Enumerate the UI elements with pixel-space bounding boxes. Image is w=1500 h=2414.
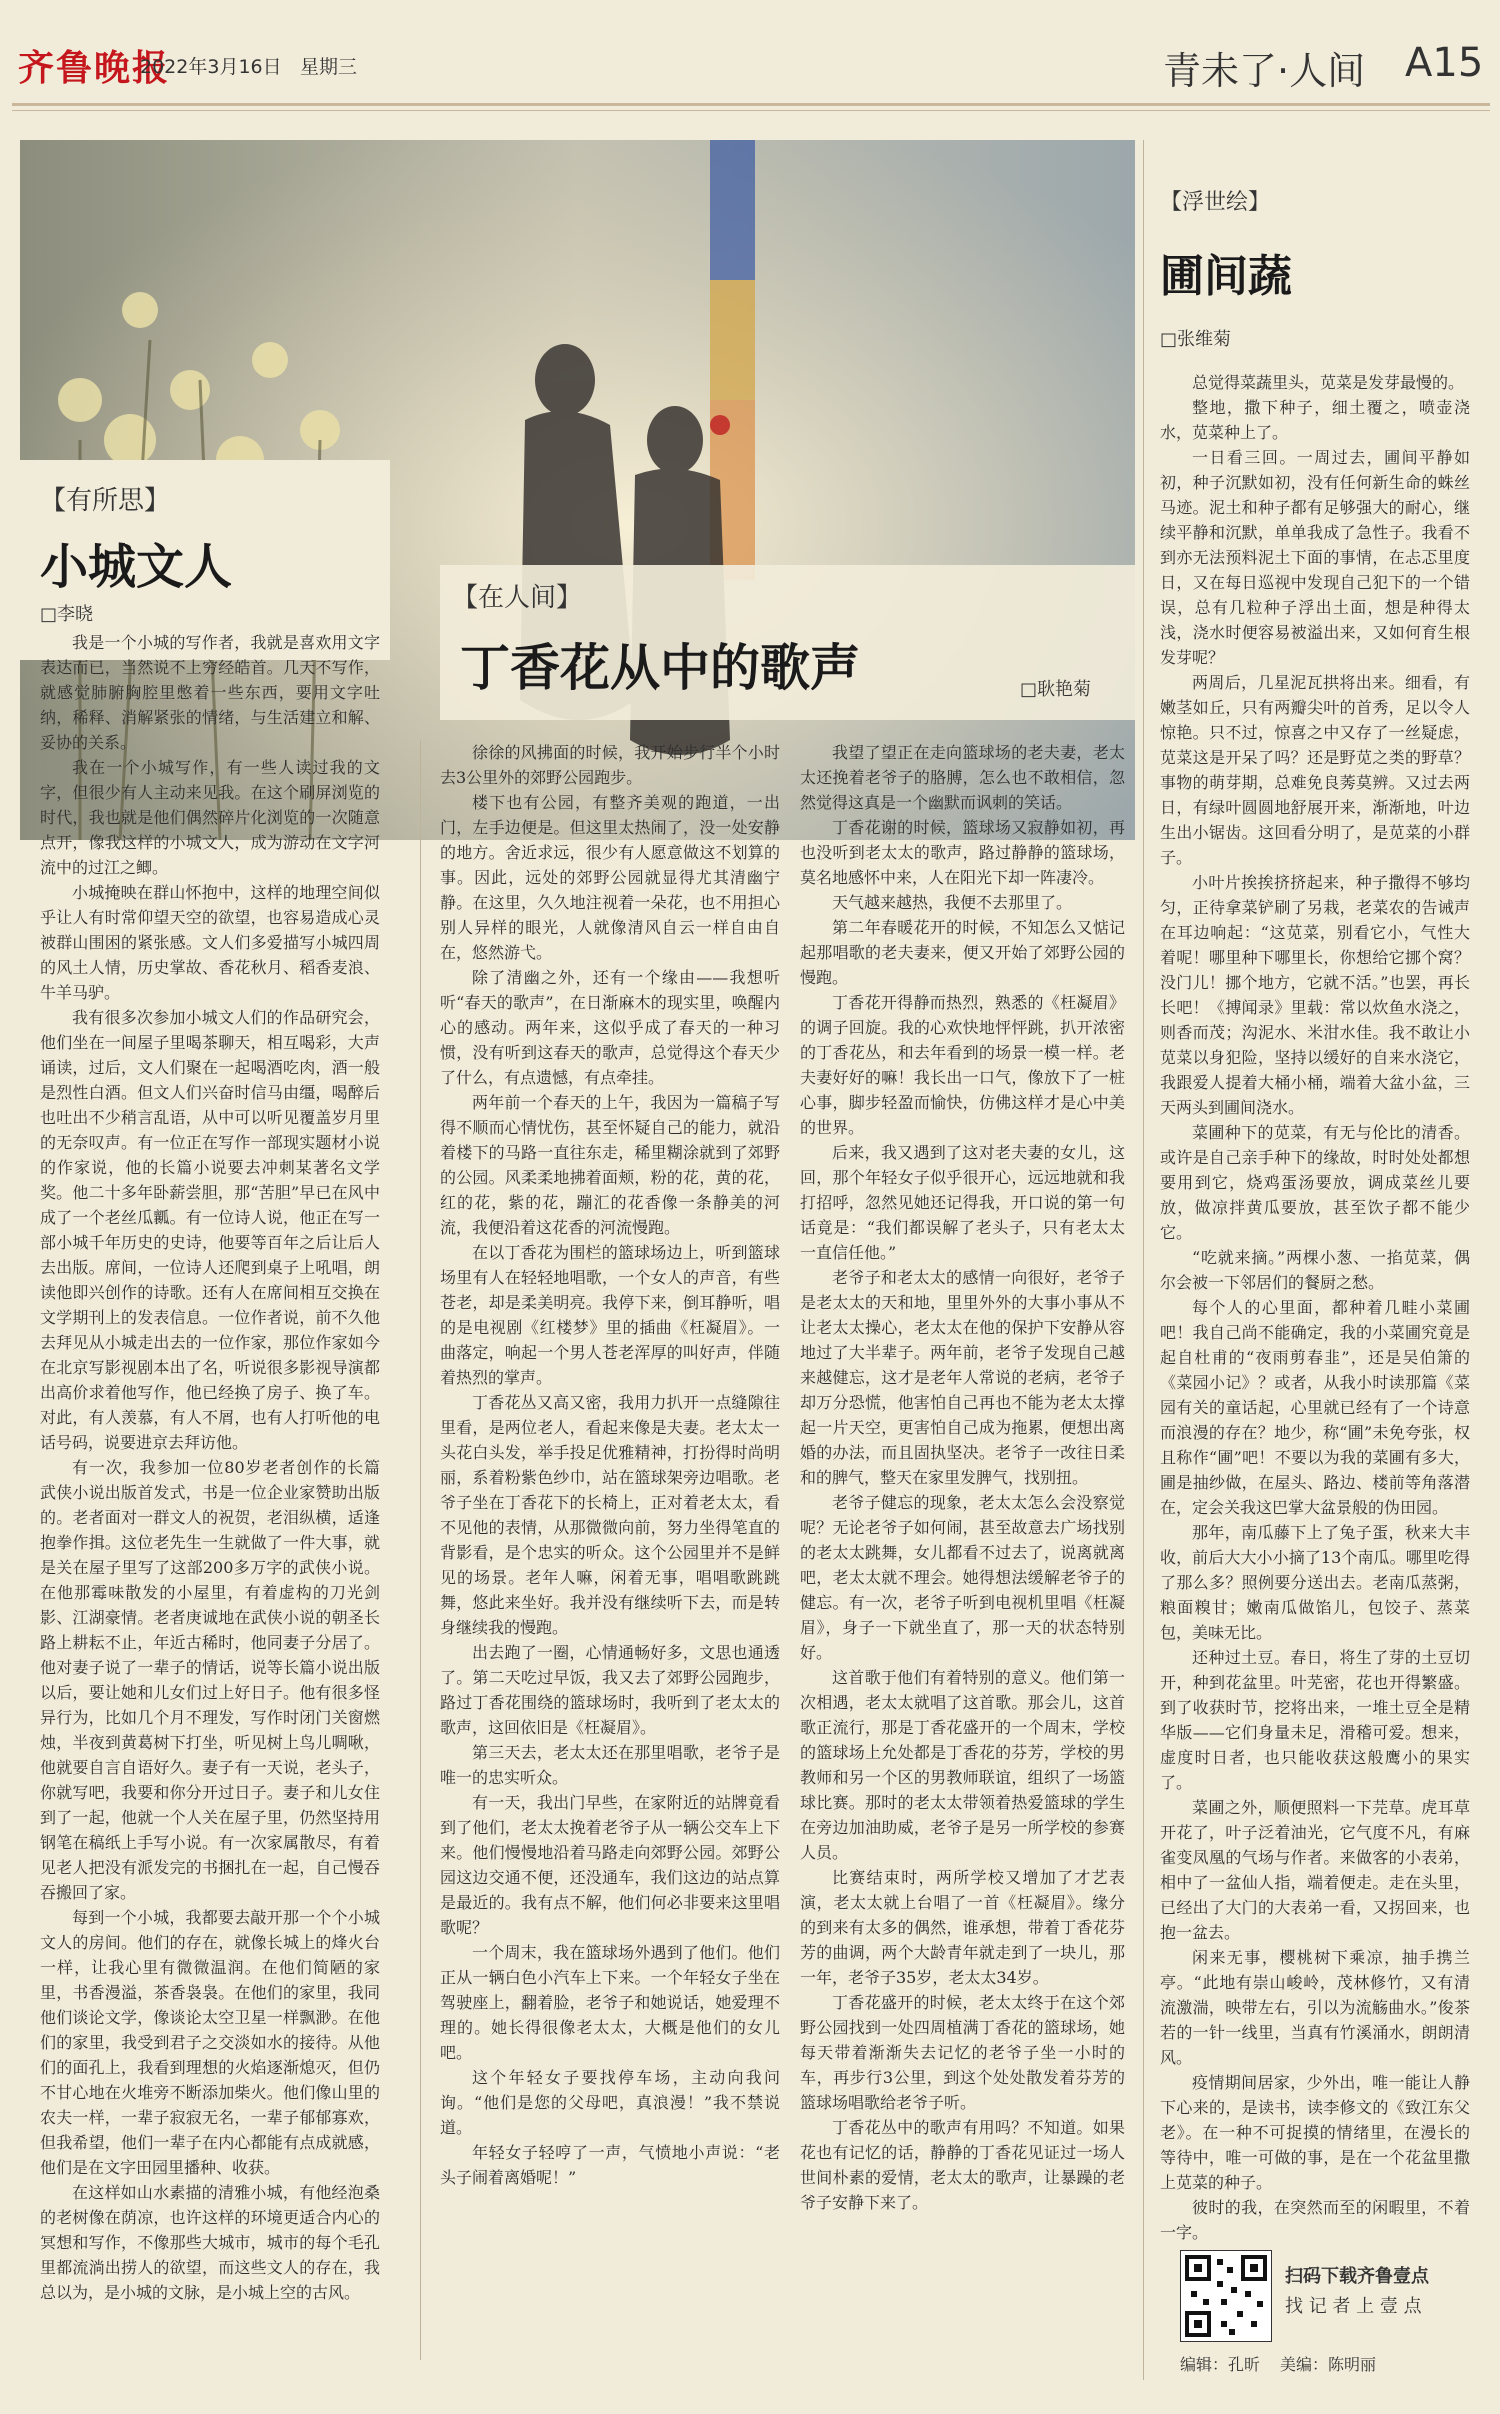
article2-paragraph: 丁香花盛开的时候，老太太终于在这个郊野公园找到一处四周植满丁香花的篮球场，她每天带着渐渐失去记忆的老爷子坐一小时的车，再步行3公里，到这个处处散发着芬芳的篮球场唱歌给老爷子听。	[800, 1993, 1125, 2112]
article2-paragraph: 徐徐的风拂面的时候，我开始步行半个小时去3公里外的郊野公园跑步。	[440, 743, 780, 787]
article3-paragraph: 小叶片挨挨挤挤起来，种子撒得不够均匀，正待拿菜铲刷了另栽，老菜农的告诫声在耳边响起：“这苋菜，别看它小，气性大着呢！哪里种下哪里长，你想给它挪个窝？没门儿！挪个地方，它就不活。”也罢，再长长吧！《搏闻录》里载：常以炊鱼水浇之，则香而茂；沟泥水、米泔水佳。我不敢让小苋菜以身犯险，坚持以缓好的自来水浇它，我跟爱人提着大桶小桶，端着大盆小盆，三天两头到圃间浇水。	[1160, 873, 1470, 1117]
article2-paragraph: 除了清幽之外，还有一个缘由——我想听听“春天的歌声”，在日渐麻木的现实里，唤醒内心的感动。两年来，这似乎成了春天的一种习惯，没有听到这春天的歌声，总觉得这个春天少了什么，有点遗憾，有点牵挂。	[440, 968, 780, 1087]
article3-paragraph: 那年，南瓜藤下上了兔子蛋，秋来大丰收，前后大大小小摘了13个南瓜。哪里吃得了那么多？照例要分送出去。老南瓜蒸粥，粮面糗甘；嫩南瓜做馅儿，包饺子、蒸菜包，美味无比。	[1160, 1523, 1470, 1642]
issue-date: 2022年3月16日	[140, 56, 282, 78]
article1-byline: □李晓	[40, 604, 94, 625]
article2-paragraph: 丁香花丛中的歌声有用吗？不知道。如果花也有记忆的话，静静的丁香花见证过一场人世间朴素的爱情，老太太的歌声，让暴躁的老爷子安静下来了。	[800, 2118, 1125, 2212]
qr-code-icon	[1181, 2251, 1271, 2341]
article3-paragraph: 整地，撒下种子，细土覆之，喷壶浇水，苋菜种上了。	[1160, 398, 1470, 442]
page-number: A15	[1405, 40, 1484, 86]
article3-paragraph: 还种过土豆。春日，将生了芽的土豆切开，种到花盆里。叶芜密，花也开得繁盛。到了收获时节，挖将出来，一堆土豆全是精华版——它们身量未足，滑稽可爱。想来，虚度时日者，也只能收获这般鹰小的果实了。	[1160, 1648, 1470, 1792]
article2-header-box	[440, 565, 1135, 720]
qr-code[interactable]	[1180, 2250, 1272, 2342]
newspaper-logo: 齐鲁晚报	[18, 47, 171, 89]
article2-paragraph: 丁香花开得静而热烈，熟悉的《枉凝眉》的调子回旋。我的心欢快地怦怦跳，扒开浓密的丁香花丛，和去年看到的场景一模一样。老夫妻好好的嘛！我长出一口气，像放下了一桩心事，脚步轻盈而愉快，仿佛这样才是心中美的世界。	[800, 993, 1125, 1137]
column-divider	[1143, 140, 1144, 2380]
column-divider	[420, 740, 421, 2360]
article2-paragraph: 在以丁香花为围栏的篮球场边上，听到篮球场里有人在轻轻地唱歌，一个女人的声音，有些苍老，却是柔美明亮。我停下来，倒耳静听，唱的是电视剧《红楼梦》里的插曲《枉凝眉》。一曲落定，响起一个男人苍老浑厚的叫好声，伴随着热烈的掌声。	[440, 1243, 780, 1387]
article3-paragraph: 闲来无事，樱桃树下乘凉，抽手携兰亭。“此地有崇山峻岭，茂林修竹，又有清流激湍，映带左右，引以为流觞曲水。”俊茶若的一针一线里，当真有竹溪涌水，朗朗清风。	[1160, 1948, 1470, 2067]
article1-paragraph: 我是一个小城的写作者，我就是喜欢用文字表达而已，当然说不上穷经皓首。几天不写作，就感觉肺腑胸腔里憋着一些东西，要用文字吐纳，稀释、消解紧张的情绪，与生活建立和解、妥协的关系。	[40, 633, 380, 752]
article2-paragraph: 第二年春暖花开的时候，不知怎么又惦记起那唱歌的老夫妻来，便又开始了郊野公园的慢跑。	[800, 918, 1125, 987]
article1-paragraph: 在这样如山水素描的清雅小城，有他经泡桑的老树像在荫凉，也许这样的环境更适合内心的冥想和写作，不像那些大城市，城市的每个毛孔里都流淌出捞人的欲望，而这些文人的存在，我总以为，是小城的文脉，是小城上空的古风。	[40, 2183, 380, 2302]
article3-kicker: 【浮世绘】	[1160, 190, 1271, 215]
article2-paragraph: 我望了望正在走向篮球场的老夫妻，老太太还挽着老爷子的胳膊，怎么也不敢相信，忽然觉得这真是一个幽默而讽刺的笑话。	[800, 743, 1125, 812]
article2-paragraph: 后来，我又遇到了这对老夫妻的女儿，这回，那个年轻女子似乎很开心，远远地就和我打招呼，忽然见她还记得我，开口说的第一句话竟是：“我们都误解了老头子，只有老太太一直信任他。”	[800, 1143, 1125, 1262]
article2-paragraph: 丁香花谢的时候，篮球场又寂静如初，再也没听到老太太的歌声，路过静静的篮球场，莫名地感怀中来，人在阳光下却一阵凄冷。	[800, 818, 1125, 887]
header-rule	[12, 103, 1490, 106]
article2-paragraph: 一个周末，我在篮球场外遇到了他们。他们正从一辆白色小汽车上下来。一个年轻女子坐在驾驶座上，翻着脸，老爷子和她说话，她爱理不理的。她长得很像老太太，大概是他们的女儿吧。	[440, 1943, 780, 2062]
editor-credit: 编辑：孔昕	[1180, 2355, 1261, 2374]
red-flower-icon	[710, 415, 730, 435]
article2-body-col2	[800, 740, 1125, 2380]
article2-paragraph: 老爷子和老太太的感情一向很好，老爷子是老太太的天和地，里里外外的大事小事从不让老太太操心，老太太在他的保护下安静从容地过了大半辈子。两年前，老爷子发现自己越来越健忘，这才是老年人常说的老病，老爷子却万分恐慌，他害怕自己再也不能为老太太撑起一片天空，更害怕自己成为拖累，便想出离婚的办法，而且固执坚决。老爷子一改往日柔和的脾气，整天在家里发脾气，找别扭。	[800, 1268, 1125, 1487]
article2-byline: □耿艳菊	[1020, 679, 1092, 700]
article2-title: 丁香花从中的歌声	[460, 638, 860, 697]
article3-title: 圃间蔬	[1160, 251, 1292, 302]
article1-paragraph: 每到一个小城，我都要去敲开那一个个小城文人的房间。他们的存在，就像长城上的烽火台一样，让我心里有微微温润。在他们简陋的家里，书香漫溢，茶香袅袅。在他们的家里，我同他们谈论文学，像谈论太空卫星一样飘渺。在他们的家里，我受到君子之交淡如水的接待。从他们的面孔上，我看到理想的火焰逐渐熄灭，但仍不甘心地在火堆旁不断添加柴火。他们像山里的农夫一样，一辈子寂寂无名，一辈子郁郁寡欢，但我希望，他们一辈子在内心都能有点成就感，他们是在文字田园里播种、收获。	[40, 1908, 380, 2177]
article2-paragraph: 老爷子健忘的现象，老太太怎么会没察觉呢？无论老爷子如何闹，甚至故意去广场找别的老太太跳舞，女儿都看不过去了，说离就离吧，老太太就不理会。她得想法缓解老爷子的健忘。有一次，老爷子听到电视机里唱《枉凝眉》，身子一下就坐直了，那一天的状态特别好。	[800, 1493, 1125, 1662]
article3-paragraph: 一日看三回。一周过去，圃间平静如初，种子沉默如初，没有任何新生命的蛛丝马迹。泥土和种子都有足够强大的耐心，继续平静和沉默，单单我成了急性子。我看不到亦无法预料泥土下面的事情，在忐忑里度日，又在每日巡视中发现自己犯下的一个错误，总有几粒种子浮出土面，想是种得太浅，浇水时便容易被溢出来，又如何育生根发芽呢？	[1160, 448, 1470, 667]
article1-paragraph: 小城掩映在群山怀抱中，这样的地理空间似乎让人有时常仰望天空的欲望，也容易造成心灵被群山围困的紧张感。文人们多爱描写小城四周的风土人情，历史掌故、香花秋月、稻香麦浪、牛羊马驴。	[40, 883, 380, 1002]
article2-paragraph: 有一天，我出门早些，在家附近的站牌竟看到了他们，老太太挽着老爷子从一辆公交车上下来。他们慢慢地沿着马路走向郊野公园。郊野公园这边交通不便，还没通车，我们这边的站点算是最近的。我有点不解，他们何必非要来这里唱歌呢？	[440, 1793, 780, 1937]
article2-paragraph: 天气越来越热，我便不去那里了。	[832, 893, 1073, 912]
article2-paragraph: 第三天去，老太太还在那里唱歌，老爷子是唯一的忠实听众。	[440, 1743, 780, 1787]
qr-caption: 扫码下载齐鲁壹点	[1285, 2266, 1429, 2287]
article2-paragraph: 两年前一个春天的上午，我因为一篇稿子写得不顺而心情忧伤，甚至怀疑自己的能力，就沿着楼下的马路一直往东走，稀里糊涂就到了郊野的公园。风柔柔地拂着面颊，粉的花，黄的花，红的花，紫的花，蹦汇的花香像一条静美的河流，我便沿着这花香的河流慢跑。	[440, 1093, 780, 1237]
qr-subcaption: 找 记 者 上 壹 点	[1285, 2296, 1422, 2317]
section-title: 青未了·人间	[1163, 49, 1366, 93]
article2-paragraph: 出去跑了一圈，心情通畅好多，文思也通透了。第二天吃过早饭，我又去了郊野公园跑步，路过丁香花围绕的篮球场时，我听到了老太太的歌声，这回依旧是《枉凝眉》。	[440, 1643, 780, 1737]
article2-paragraph: 丁香花丛又高又密，我用力扒开一点缝隙往里看，是两位老人，看起来像是夫妻。老太太一头花白头发，举手投足优雅精神，打扮得时尚明丽，系着粉紫色纱巾，站在篮球架旁边唱歌。老爷子坐在丁香花下的长椅上，正对着老太太，看不见他的表情，从那微微向前，努力坐得笔直的背影看，是个忠实的听众。这个公园里并不是鲜见的场景。老年人嘛，闲着无事，唱唱歌跳跳舞，悠此来坐好。我并没有继续听下去，而是转身继续我的慢跑。	[440, 1393, 780, 1637]
article3-paragraph: 菜圃之外，顺便照料一下芫草。虎耳草开花了，叶子泛着油光，它气度不凡，有麻雀变凤凰的气场与作者。来做客的小表弟，相中了一盆仙人指，端着便走。走在头里，已经出了大门的大表弟一看，又拐回来，也抱一盆去。	[1160, 1798, 1470, 1942]
header-rule-thin	[12, 110, 1490, 111]
article1-paragraph: 我在一个小城写作，有一些人读过我的文字，但很少有人主动来见我。在这个刷屏浏览的时代，我也就是他们偶然碎片化浏览的一次随意点开，像我这样的小城文人，成为游动在文字河流中的过江之鲫。	[40, 758, 380, 877]
article2-paragraph: 年轻女子轻哼了一声，气愤地小声说：“老头子闹着离婚呢！”	[440, 2143, 780, 2187]
article3-paragraph: 疫情期间居家，少外出，唯一能让人静下心来的，是读书，读李修文的《致江东父老》。在一种不可捉摸的情绪里，在漫长的等待中，唯一可做的事，是在一个花盆里撒上苋菜的种子。	[1160, 2073, 1470, 2192]
article2-paragraph: 这首歌于他们有着特别的意义。他们第一次相遇，老太太就唱了这首歌。那会儿，这首歌正流行，那是丁香花盛开的一个周末，学校的篮球场上允处都是丁香花的芬芳，学校的男教师和另一个区的男教师联谊，组织了一场篮球比赛。那时的老太太带领着热爱篮球的学生在旁边加油助威，老爷子是另一所学校的参赛人员。	[800, 1668, 1125, 1862]
article3-paragraph: 彼时的我，在突然而至的闲暇里，不着一字。	[1160, 2198, 1470, 2242]
article3-paragraph: 总觉得菜蔬里头，苋菜是发芽最慢的。	[1192, 373, 1465, 392]
article3-paragraph: 菜圃种下的苋菜，有无与伦比的清香。或许是自己亲手种下的缘故，时时处处都想要用到它，烧鸡蛋汤要放，调成菜丝儿要放，做凉拌黄瓜要放，甚至饮子都不能少它。	[1160, 1123, 1470, 1242]
article3-paragraph: “吃就来摘。”两棵小葱、一掐苋菜，偶尔会被一下邻居们的餐厨之愁。	[1160, 1248, 1470, 1292]
article1-kicker: 【有所思】	[40, 486, 171, 516]
article1-title: 小城文人	[40, 539, 233, 595]
article3-paragraph: 两周后，几星泥瓦拱将出来。细看，有嫩茎如丘，只有两瓣尖叶的首秀，足以令人惊艳。只不过，惊喜之中又存了一丝疑虑，苋菜这是开呆了吗？还是野苋之类的野草？事物的萌芽期，总难免良莠莫辨。又过去两日，有绿叶圆圆地舒展开来，渐渐地，叶边生出小锯齿。这回看分明了，是苋菜的小群子。	[1160, 673, 1470, 867]
article1-paragraph: 我有很多次参加小城文人们的作品研究会，他们坐在一间屋子里喝茶聊天，相互喝彩，大声诵读，过后，文人们聚在一起喝酒吃肉，酒一般是烈性白酒。但文人们兴奋时信马由缰，喝醉后也吐出不少稍言乱语，从中可以听见覆盖岁月里的无奈叹声。有一位正在写作一部现实题材小说的作家说，他的长篇小说要去冲刺某著名文学奖。他二十多年卧薪尝胆，那“苦胆”早已在风中成了一个老丝瓜瓤。有一位诗人说，他正在写一部小城千年历史的史诗，他要等百年之后让后人去出版。席间，一位诗人还爬到桌子上吼唱，朗读他即兴创作的诗歌。还有人在席间相互交换在文学期刊上的发表信息。一位作者说，前不久他去拜见从小城走出去的一位作家，那位作家如今在北京写影视剧本出了名，听说很多影视导演都出高价求着他写作，他已经换了房子、换了车。对此，有人羡慕，有人不屑，也有人打听他的电话号码，说要进京去拜访他。	[40, 1008, 380, 1452]
designer-credit: 美编：陈明丽	[1280, 2355, 1377, 2374]
article3-body	[1160, 370, 1470, 2242]
article1-paragraph: 有一次，我参加一位80岁老者创作的长篇武侠小说出版首发式，书是一位企业家赞助出版的。老者面对一群文人的祝贺，老泪纵横，适逢抱拳作揖。这位老先生一生就做了一件大事，就是关在屋子里写了这部200多万字的武侠小说。在他那霉味散发的小屋里，有着虚构的刀光剑影、江湖豪情。老者庚诚地在武侠小说的朝圣长路上耕耘不止，年近古稀时，他同妻子分居了。他对妻子说了一辈子的情话，说等长篇小说出版以后，要让她和儿女们过上好日子。他有很多怪异行为，比如几个月不理发，写作时闭门关窗燃烛，半夜到黄葛树下打坐，听见树上鸟儿啁啾，他就要自言自语好久。妻子有一天说，老头子，你就写吧，我要和你分开过日子。妻子和儿女住到了一起，他就一个人关在屋子里，仍然坚持用钢笔在稿纸上手写小说。有一次家属散尽，有着见老人把没有派发完的书捆扎在一起，自己慢吞吞搬回了家。	[40, 1458, 380, 1902]
article2-paragraph: 比赛结束时，两所学校又增加了才艺表演，老太太就上台唱了一首《枉凝眉》。缘分的到来有太多的偶然，谁承想，带着丁香花芬芳的曲调，两个大龄青年就走到了一块儿，那一年，老爷子35岁，老太太34岁。	[800, 1868, 1125, 1987]
issue-weekday: 星期三	[300, 56, 358, 78]
article2-body-col1	[440, 740, 780, 2380]
article3-byline: □张维菊	[1160, 329, 1232, 350]
article2-paragraph: 这个年轻女子要找停车场，主动向我问询。“他们是您的父母吧，真浪漫！”我不禁说道。	[440, 2068, 780, 2137]
masthead	[0, 0, 1500, 125]
article2-kicker: 【在人间】	[452, 583, 583, 613]
article1-body	[40, 630, 380, 2350]
article3-paragraph: 每个人的心里面，都种着几畦小菜圃吧！我自己尚不能确定，我的小菜圃究竟是起自杜甫的“夜雨剪春韭”，还是吴伯箫的《菜园小记》？或者，从我小时读那篇《菜园有关的童话起，心里就已经有了一个诗意而浪漫的存在？地少，称“圃”未免夸张，权且称作“圃”吧！不要以为我的菜圃有多大，圃是抽纱做，在屋头、路边、楼前等角落潜在，定会关我这巴掌大盆景般的伪田园。	[1160, 1298, 1470, 1517]
article2-paragraph: 楼下也有公园，有整齐美观的跑道，一出门，左手边便是。但这里太热闹了，没一处安静的地方。舍近求远，很少有人愿意做这不划算的事。因此，远处的郊野公园就显得尤其清幽宁静。在这里，久久地注视着一朵花，也不用担心别人异样的眼光，人就像清风自云一样自由自在，悠然游弋。	[440, 793, 780, 962]
